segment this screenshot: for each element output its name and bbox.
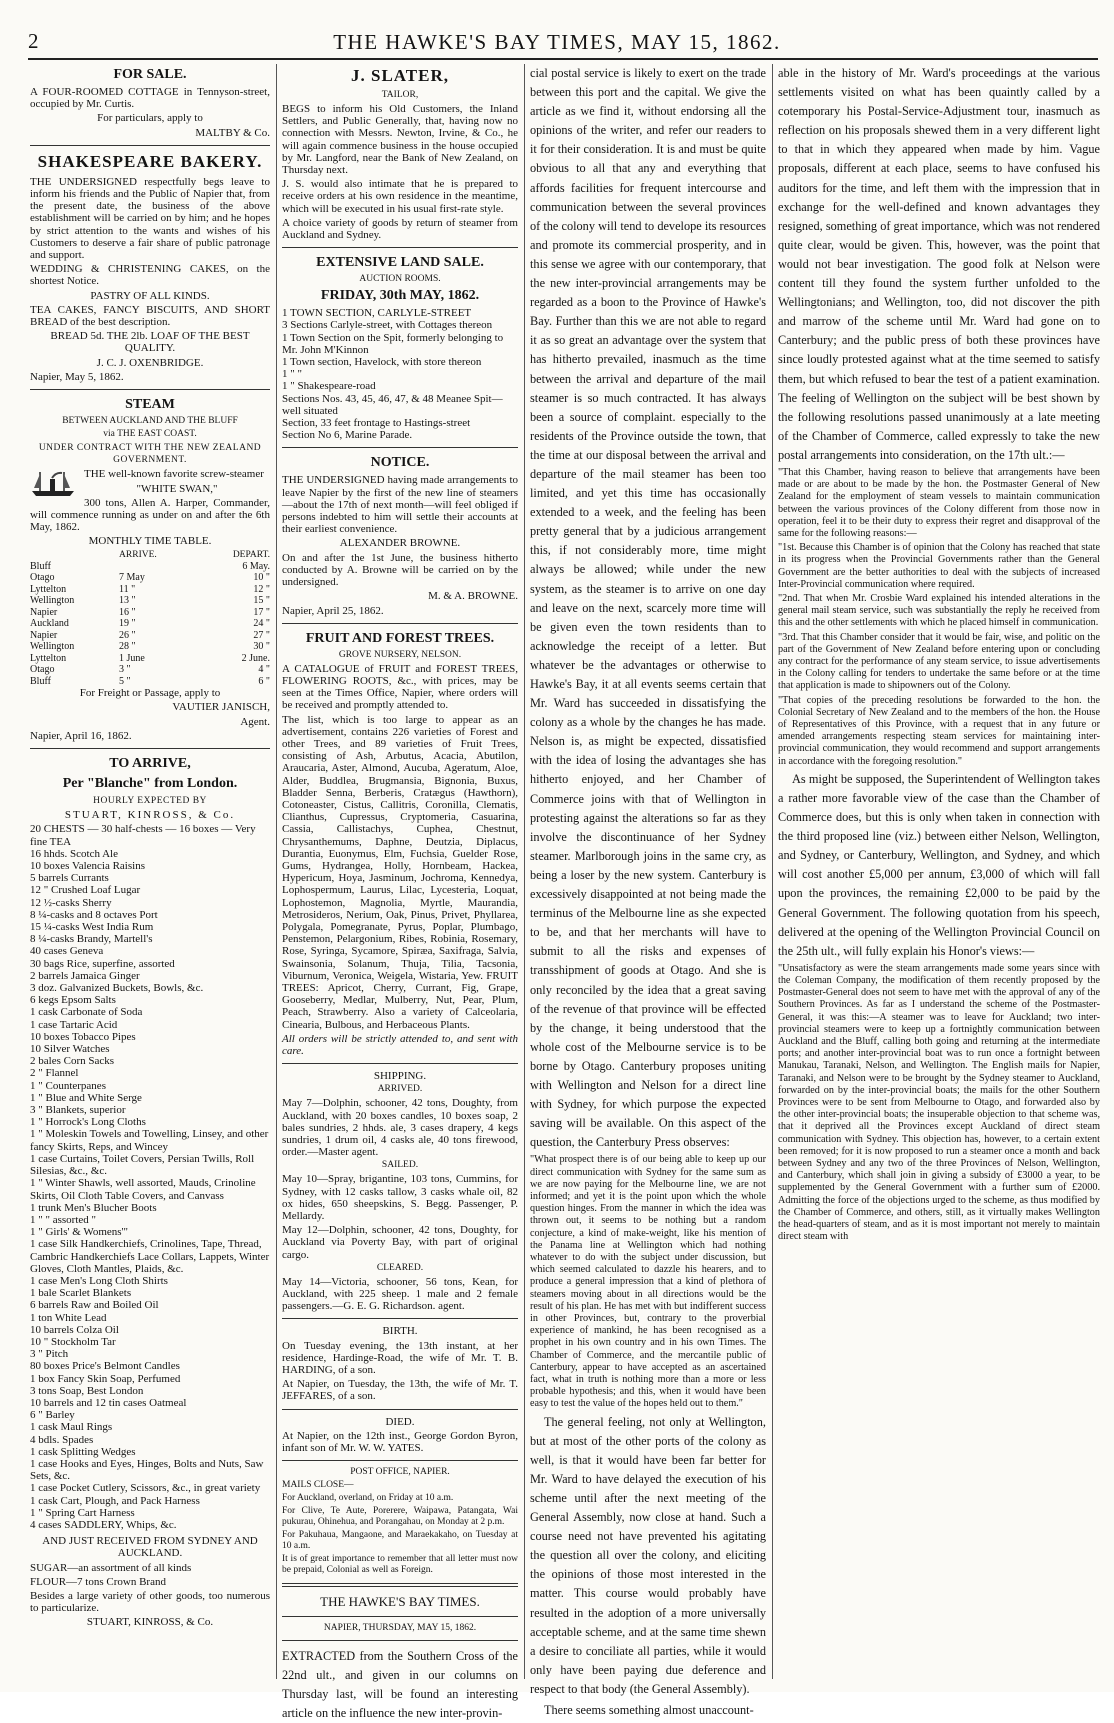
list-item: 1 " Shakespeare-road [282, 380, 376, 393]
list-item: 1 case Silk Handkerchiefs, Crinolines, Tape, Thread, Cambric Handkerchiefs Lace Collars, Lappets, Winter Gloves, Cloth Mantles, Plaids, &c. [30, 1238, 270, 1275]
slater-text: BEGS to inform his Old Customers, the Inland Settlers, and Public Generally, that, having now no connection with Messrs. Newton, Irvine, & Co., he will again commence business in the house occupied by Mr. Langford, near the Bank of New Zealand, on Thursday next. [282, 103, 518, 177]
list-item: 1 case Men's Long Cloth Shirts [30, 1274, 168, 1287]
timetable-port: Lyttelton [30, 652, 67, 664]
steamship-icon [30, 470, 78, 498]
post-entry: For Pakuhaua, Mangaone, and Maraekakaho, on Tuesday at 10 a.m. [282, 1530, 518, 1552]
list-item: 10 boxes Tobacco Pipes [30, 1030, 136, 1043]
timetable-row [30, 664, 270, 676]
list-item: 10 Silver Watches [30, 1043, 110, 1056]
list-item: 1 cask Maul Rings [30, 1421, 113, 1434]
list-item: Section No 6, Marine Parade. [282, 429, 413, 442]
shipping-entry: May 10—Spray, brigantine, 103 tons, Cummins, for Sydney, with 12 casks tallow, 3 casks whale oil, 82 ox hides, 650 sheepskins, S. Begg. Passenger, P. Mellardy. [282, 1173, 518, 1223]
notice-text2: On and after the 1st June, the business hitherto conducted by A. Browne will be carried on by the undersigned. [282, 551, 518, 589]
list-item: 2 barrels Jamaica Ginger [30, 969, 140, 982]
editorial-quote: "That copies of the preceding resolutions be forwarded to the hon. the Colonial Secretary of New Zealand and to the members of the hon. the House of Representatives of this Province, with a request that in any future or amended arrangements respecting steam services for maintaining inter-provincial communication, they would recommend and support arrangements in accordance with the foregoing resolution." [778, 694, 1100, 767]
timetable-depart: 6 May. [242, 560, 270, 572]
list-item: 8 ¼-casks Brandy, Martell's [30, 933, 153, 946]
timetable-arrive: 7 May [119, 572, 145, 584]
timetable-port: Napier [30, 629, 58, 641]
list-item: 1 " Moleskin Towels and Towelling, Linsey, and other fancy Skirts, Reps, and Wincey [30, 1128, 269, 1153]
arrive-hourly: HOURLY EXPECTED BY [93, 796, 207, 806]
notice-date: Napier, April 25, 1862. [282, 604, 384, 617]
list-item: 1 TOWN SECTION, CARLYLE-STREET [282, 307, 472, 320]
list-item: 1 ton White Lead [30, 1311, 107, 1324]
fruit-footer: All orders will be strictly attended to, and sent with care. [282, 1032, 518, 1057]
column-divider [524, 64, 525, 1679]
birth-entry: On Tuesday evening, the 13th instant, at her residence, Hardinge-Road, the wife of Mr. T. B. HARDING, of a son. [282, 1339, 518, 1377]
editorial-paragraph: The general feeling, not only at Wellington, but at most of the other ports of the colony as well, is that it would have been far better for Mr. Ward to have delayed the execution of his scheme until after the next meeting of the General Assembly, now close at hand. Such a course need not have prevented his agitating the question all over the colony, and eliciting the opinions of those most interested in the matter. This course would probably have resulted in the adoption of a more universally acceptable scheme, and at the same time shewn a desire to conciliate all parties, while it would only have been paying due deference and respect to that body (the General Assembly). [530, 1414, 766, 1696]
bakery-date: Napier, May 5, 1862. [30, 370, 124, 383]
steam-via: via THE EAST COAST. [103, 429, 197, 440]
list-item: 10 barrels and 12 tin cases Oatmeal [30, 1396, 187, 1409]
timetable-row [30, 618, 270, 630]
editorial-quote: "Unsatisfactory as were the steam arrangements made some years since with the Coleman Company, the modification of them recently proposed by the Postmaster-General does not seem to have met with the approval of any of the Southern Provinces. As far as I understand the scheme of the Postmaster-General, it was this:—A steamer was to leave for Auckland; two inter-provincial steamers were to keep up a fortnightly communication between Auckland and the Bluff, calling both going and returning at the intermediate ports; and another inter-provincial boat was to run once a fortnight between Manukau, Taranaki, Nelson, and Wellington. The English mails for Napier, Taranaki, and Nelson were to be brought by the Sydney steamer to Auckland, forwarded on by the inter-provincial boats; the mails for the other Southern Provinces were to be sent from Melbourne to Otago, and forwarded also by the other inter-provincial boats; the insuperable objection to that scheme was, that it deprived all the Provinces except Auckland of direct steam communication with Sydney. This objection has, however, to a certain extent been removed; for it is now proposed to run a steamer once a month and back between Sydney and any two of the three Provinces of Nelson, Wellington, and Canterbury, which shall join in giving a subsidy of £3000 a year, to be supplemented by the General Government with a further sum of £2000. Admitting the force of the objections urged to the scheme, as thus modified by the Chamber of Commerce, and others, still, as it virtually makes Wellington the head-quarters of steam, and as it is most important not merely to maintain direct steam with [778, 962, 1100, 1243]
notice-sign2: M. & A. BROWNE. [428, 590, 518, 603]
timetable-depart: 6 " [258, 675, 270, 687]
list-item: 1 case Curtains, Toilet Covers, Persian Twills, Roll Silesias, &c., &c. [30, 1152, 255, 1178]
list-item: 1 cask Splitting Wedges [30, 1445, 136, 1458]
list-item: 3 tons Soap, Best London [30, 1384, 144, 1397]
list-item: 1 " Spring Cart Harness [30, 1506, 135, 1519]
notice-sign: ALEXANDER BROWNE. [339, 537, 461, 550]
list-item: 4 cases SADDLERY, Whips, &c. [30, 1518, 177, 1531]
timetable-depart: 10 " [253, 572, 270, 584]
post-heading: POST OFFICE, NAPIER. [350, 1467, 450, 1478]
list-item: 1 " Counterpanes [30, 1079, 106, 1092]
masthead-title: THE HAWKE'S BAY TIMES, MAY 15, 1862. [333, 30, 781, 54]
list-item: 1 case Hooks and Eyes, Hinges, Bolts and Nuts, Saw Sets, &c. [30, 1457, 264, 1483]
timetable-arrive: 13 " [119, 595, 136, 607]
timetable-port: Auckland [30, 618, 69, 630]
timetable-port: Lyttelton [30, 583, 67, 595]
timetable-arrive: 26 " [119, 629, 136, 641]
divider [30, 145, 270, 146]
list-item: 1 cask Carbonate of Soda [30, 1006, 143, 1019]
bakery-signature: J. C. J. OXENBRIDGE. [96, 356, 204, 369]
for-sale-contact: For particulars, apply to [97, 112, 203, 125]
editorial-quote: "1st. Because this Chamber is of opinion that the Colony has reached that state in its progress when the Provincial Governments rather than the General Government are the better authorities to deal with the subjects of increased Inter-Provincial communication where required. [778, 542, 1100, 590]
editorial-paragraph: able in the history of Mr. Ward's proceedings at the various settlements visited on what has been quaintly called by a cotemporary his Postal-Service-Adjustment tour, inasmuch as reflection on his proposals shewed them in a very different light to that in which they appeared when made by him. Vague proposals, different at each place, seems to have confused his auditors for the time, and left them with the impression that in exchange for the well-defined and known advantages they resigned, something of great importance, which was not rendered quite clear, would be given. This, however, was the point that would not bear investigation. The good folk at Nelson were content till they found the system further unfolded to the Wellingtonians; and Wellington, too, did not discover the pith and marrow of the scheme until Mr. Ward had gone on to Canterbury; and the public press of both these provinces have since loudly protested against what at the time seemed to satisfy them, but which refused to bear the test of a patient examination. The feeling of Wellington on the subject will be best shown by the following resolutions passed unanimously at a late meeting of the Chamber of Commerce, called expressly to take the new postal arrangements into consideration, on the 17th ult.:— [778, 66, 1100, 462]
timetable-port: Napier [30, 606, 58, 618]
timetable-arrive: 11 " [119, 583, 136, 595]
timetable-depart: 12 " [253, 583, 270, 595]
timetable-row [30, 595, 270, 607]
list-item: 1 box Fancy Skin Soap, Perfumed [30, 1372, 181, 1385]
list-item: 10 boxes Valencia Raisins [30, 860, 145, 873]
list-item: 1 trunk Men's Blucher Boots [30, 1201, 157, 1214]
list-item: 1 " Blue and White Serge [30, 1091, 142, 1104]
slater-text2: J. S. would also intimate that he is prepared to receive orders at his own residence in the meantime, which will be executed in his usual first-rate style. [282, 178, 518, 215]
shipping-cleared: CLEARED. [376, 1262, 424, 1273]
divider [282, 447, 518, 448]
fruit-text2: The list, which is too large to appear as an advertisement, contains 226 varieties of Forest and other Trees, and 89 varieties of Fruit Trees, consisting of Ash, Arbutus, Acacia, Abutilon, Araucaria, Aster, Almond, Aucuba, Ageratum, Aloe, Alder, Buddlea, Brugmansia, Bignonia, Buxus, Bladder Senna, Berberis, Cratægus (Hawthorn), Cotoneaster, Cistus, Callitris, Coronilla, Clematis, Clianthus, Cupressus, Cryptomeria, Casuarina, Cassia, Callistachys, Cuphea, Chestnut, Chrysanthemums, Daphne, Deutzia, Diplacus, Durantia, Euonymus, Elm, Fuchsia, Guelder Rose, Gums, Hydrangea, Holly, Hornbeam, Hackea, Hypericum, Hoya, Jasminum, Jochroma, Kennedya, Lophospermum, Laurus, Lilac, Lycesteria, Loquat, Lophostemon, Magnolia, Myrtle, Maurandia, Metrosideros, Nerium, Oak, Pinus, Privet, Phyllarea, Polygala, Pomegranate, Pyrus, Poplar, Plumbago, Penstemon, Pelargonium, Ribes, Robinia, Rosemary, Rose, Syringa, Sycamore, Spiræa, Saxifraga, Salvia, Swainsonia, Solanum, Thuja, Tilia, Tacsonia, Viburnum, Veronica, Weigela, Wistaria, Yew. FRUIT TREES: Apricot, Cherry, Currant, Fig, Grape, Gooseberry, Medlar, Mulberry, Nut, Pear, Plum, Peach, Strawberry. Also a variety of Calceolaria, Cinearia, Bulbous, and Herbaceous Plants. [282, 713, 518, 1031]
editorial-quote: "That this Chamber, having reason to believe that arrangements have been made or are about to be made by the hon. the Postmaster General of New Zealand for the employment of steam vessels to maintain communication between the various provinces of the Colony different from those now in operation, feel it to be their duty to express their regret and disapproval of the same for the following reasons:— [778, 466, 1100, 539]
list-item: 1 Town Section on the Spit, formerly belonging to Mr. John M'Kinnon [282, 331, 504, 356]
list-item: 20 CHESTS — 30 half-chests — 16 boxes — Very fine TEA [30, 823, 256, 848]
for-sale-heading: FOR SALE. [113, 67, 187, 82]
arrive-also: AND JUST RECEIVED FROM SYDNEY AND AUCKLAND. [42, 1535, 258, 1560]
freight-agent-title: Agent. [240, 715, 270, 728]
list-item: 16 hhds. Scotch Ale [30, 847, 118, 860]
list-item: 1 case Pocket Cutlery, Scissors, &c., in great variety [30, 1482, 261, 1495]
shipping-entry: May 7—Dolphin, schooner, 42 tons, Doughty, from Auckland, with 20 boxes candles, 10 boxes soap, 2 bales sundries, 2 hhds. ale, 3 cases drapery, 4 kegs sundries, 1 drum oil, 4 casks ale, 40 tons firewood, order.—Master agent. [282, 1097, 518, 1159]
arrive-sign: STUART, KINROSS, & Co. [86, 1616, 214, 1629]
steam-text2: 300 tons, Allen A. Harper, Commander, will commence running as under on and after the 6th May, 1862. [30, 496, 270, 534]
slater-text3: A choice variety of goods by return of steamer from Auckland and Sydney. [282, 216, 518, 242]
timetable-row [30, 653, 270, 665]
post-note: It is of great importance to remember that all letter must now be prepaid, Colonial as well as Foreign. [282, 1554, 518, 1576]
editorial-text: EXTRACTED from the Southern Cross of the 22nd ult., and given in our columns on Thursday last, will be found an interesting article on the influence the new inter-provin- [282, 1649, 518, 1721]
divider [282, 1409, 518, 1410]
bakery-line: TEA CAKES, FANCY BISCUITS, AND SHORT BREAD of the best description. [30, 303, 270, 329]
timetable-port: Bluff [30, 560, 51, 572]
land-sub: AUCTION ROOMS. [359, 274, 441, 285]
page-number: 2 [28, 29, 39, 53]
list-item: Section, 33 feet frontage to Hastings-street [282, 417, 471, 430]
list-item: 2 " Flannel [30, 1067, 79, 1080]
list-item: 10 " Stockholm Tar [30, 1335, 116, 1348]
list-item: 12 " Crushed Loaf Lugar [30, 884, 141, 897]
timetable-depart: 4 " [258, 664, 270, 676]
editorial-dateline: NAPIER, THURSDAY, MAY 15, 1862. [323, 1623, 477, 1634]
bakery-heading: SHAKESPEARE BAKERY. [37, 151, 263, 171]
divider [30, 389, 270, 390]
column-1 [30, 64, 270, 1679]
editorial-quote: "2nd. That when Mr. Crosbie Ward explained his intended alterations in the general mail steam service, such was substantially the reply he received from this and the other settlements with which he placed himself in communication. [778, 593, 1100, 629]
timetable-port: Wellington [30, 641, 75, 653]
list-item: 80 boxes Price's Belmont Candles [30, 1360, 180, 1373]
list-item: 1 " " assorted " [30, 1213, 97, 1226]
arrive-sugar: SUGAR—an assortment of all kinds [30, 1561, 192, 1574]
list-item: 1 bale Scarlet Blankets [30, 1287, 132, 1300]
list-item: 30 bags Rice, superfine, assorted [30, 957, 175, 970]
bakery-line: WEDDING & CHRISTENING CAKES, on the shortest Notice. [30, 263, 270, 288]
list-item: 40 cases Geneva [30, 945, 104, 958]
arrive-firm: STUART, KINROSS, & Co. [64, 809, 236, 822]
timetable-port: Wellington [30, 595, 75, 607]
list-item: 6 barrels Raw and Boiled Oil [30, 1299, 159, 1312]
list-item: 3 doz. Galvanized Buckets, Bowls, &c. [30, 982, 204, 995]
list-item: Sections Nos. 43, 45, 46, 47, & 48 Meanee Spit—well situated [282, 392, 503, 417]
steam-contract: UNDER CONTRACT WITH THE NEW ZEALAND GOVERNMENT. [38, 443, 262, 466]
list-item: 3 " Blankets, superior [30, 1104, 126, 1117]
shipping-entry: May 12—Dolphin, schooner, 42 tons, Doughty, for Auckland via Poverty Bay, with part of original cargo. [282, 1224, 518, 1261]
timetable-arrive [119, 561, 195, 573]
list-item: 12 ½-casks Sherry [30, 896, 112, 909]
arrive-flour: FLOUR—7 tons Crown Brand [30, 1575, 166, 1588]
timetable-row [30, 607, 270, 619]
timetable-row [30, 572, 270, 584]
timetable-row [30, 641, 270, 653]
fruit-heading: FRUIT AND FOREST TREES. [305, 630, 495, 646]
timetable-arrive: 3 " [119, 664, 131, 676]
fruit-sub: GROVE NURSERY, NELSON. [338, 649, 462, 660]
column-divider [276, 64, 277, 1679]
post-entry: For Clive, Te Aute, Porerere, Waipawa, Patangata, Wai pukurau, Ohinehua, and Porangahau, on Monday at 2 p.m. [282, 1506, 518, 1528]
timetable-arrive: 28 " [119, 641, 136, 653]
fruit-text: A CATALOGUE of FRUIT and FOREST TREES, FLOWERING ROOTS, &c., with prices, may be seen at the Times Office, Napier, where orders will be received and promptly attended to. [282, 662, 518, 712]
slater-heading: J. SLATER, [350, 66, 449, 85]
timetable [30, 550, 270, 688]
post-entry: For Auckland, overland, on Friday at 10 a.m. [282, 1493, 454, 1504]
timetable-depart: 30 " [253, 641, 270, 653]
divider [282, 1063, 518, 1064]
arrive-besides: Besides a large variety of other goods, too numerous to particularize. [30, 1590, 270, 1615]
divider [30, 748, 270, 749]
steam-text: THE well-known favorite screw-steamer [84, 468, 264, 481]
land-date: FRIDAY, 30th MAY, 1862. [320, 288, 480, 304]
for-sale-text: A FOUR-ROOMED COTTAGE in Tennyson-street, occupied by Mr. Curtis. [30, 86, 270, 111]
timetable-depart: 27 " [253, 629, 270, 641]
list-item: 8 ¼-casks and 8 octaves Port [30, 908, 158, 921]
slater-trade: TAILOR, [381, 90, 419, 100]
land-heading: EXTENSIVE LAND SALE. [316, 255, 484, 271]
arrive-heading2: Per "Blanche" from London. [62, 776, 238, 791]
list-item: 1 Town section, Havelock, with store thereon [282, 356, 482, 369]
list-item: 5 barrels Currants [30, 872, 109, 885]
steam-date: Napier, April 16, 1862. [30, 729, 132, 742]
birth-heading: BIRTH. [382, 1325, 418, 1338]
timetable-title: MONTHLY TIME TABLE. [88, 535, 212, 548]
list-item: 1 case Tartaric Acid [30, 1018, 118, 1031]
for-sale-agent: MALTBY & Co. [195, 126, 270, 139]
list-item: 4 bdls. Spades [30, 1433, 94, 1446]
column-3 [530, 64, 766, 1718]
list-item: 6 kegs Epsom Salts [30, 994, 116, 1007]
column-divider [772, 64, 773, 1679]
post-mails: MAILS CLOSE— [282, 1480, 354, 1491]
list-item: 2 bales Corn Sacks [30, 1055, 115, 1068]
timetable-depart: 15 " [253, 595, 270, 607]
land-list [282, 307, 518, 441]
timetable-port: Otago [30, 572, 55, 584]
shipping-heading: SHIPPING. [373, 1070, 427, 1083]
freight-text: For Freight or Passage, apply to [79, 687, 221, 700]
timetable-port: Otago [30, 664, 55, 676]
freight-agent: VAUTIER JANISCH, [172, 701, 270, 714]
timetable-arrive: 5 " [119, 675, 131, 687]
list-item: 1 " Girls' & Womens'" [30, 1226, 129, 1239]
shipping-sailed: SAILED. [381, 1160, 419, 1171]
timetable-arrive: 16 " [119, 606, 136, 618]
bakery-text: THE UNDERSIGNED respectfully begs leave to inform his friends and the Public of Napier that, from the present date, the business of the above establishment will be carried on by him; and he hopes by strict attention to the wants and wishes of his Customers to deserve a fair share of public patronage and support. [30, 175, 270, 262]
timetable-row [30, 561, 270, 573]
divider [282, 1583, 518, 1587]
editorial-paragraph: cial postal service is likely to exert on the trade between this port and the capital. We give the article as we find it, without endorsing all the opinions of the writer, and refer our readers to it for their consideration. It is and must be quite obvious to all that any and everything that affords facilities for frequent intercourse and communication between the several provinces of the colony will tend to develope its resources and promote its commercial prosperity, and in this sense we agree with our contemporary, that the new inter-provincial arrangements may be regarded as a boon to the Province of Hawke's Bay. Further than this we are not able to regard it as so great an advantage over the system that has hitherto prevailed, inasmuch as the time between the arrival and departure of the mail steamer is so much contracted. It has always been a source of complaint. especially to the residents of the Province outside the town, that the time at our disposal between the arrival and departure of the mail steamer has been too limited, and yet this time has occasionally extended to a week, and the feeling has been pretty general that by a judicious arrangement this, if not considerably more, time might always be allowed; while under the new system, as the steamer is to arrive on one day and leave on the next, scarcely more time will be given even the town residents than to acknowledge the receipt of a letter. But whatever be the advantages or otherwise to Hawke's Bay, it at all events seems certain that Mr. Ward has succeeded in dissatisfying the colony as a whole by the changes he has made. Nelson is, as might be expected, dissatisfied with the idea of losing the advantages she has hitherto enjoyed, and her Chamber of Commerce joins with that of Wellington in protesting against the alterations so far as they involve the discontinuance of her Sydney steamer. Marlborough joins in the same cry, as being a loser by the new system. Canterbury is excessively disappointed at not being made the terminus of the Melbourne line as she expected to be, and that her merchants will have to submit to all the risks and expenses of transshipment of goods at Otago. And she is only reconciled by the idea that a great saving of the revenue of that province will be effected by the change, it being understood that the whole cost of the Melbourne service is to be borne by Otago. Canterbury proposes uniting with Wellington and Nelson for a direct line with Sydney, for which purpose the expected saving will be available. On this aspect of the question, the Canterbury Press observes: [530, 66, 766, 1150]
timetable-row [30, 630, 270, 642]
list-item: 10 barrels Colza Oil [30, 1323, 119, 1336]
bakery-line: PASTRY OF ALL KINDS. [90, 289, 210, 302]
column-2 [282, 64, 518, 1721]
editorial-paper: THE HAWKE'S BAY TIMES. [320, 1594, 480, 1610]
list-item: 1 " Winter Shawls, well assorted, Mauds, Crinoline Skirts, Oil Cloth Table Covers, and Canvass [30, 1177, 256, 1202]
list-item: 1 cask Cart, Plough, and Pack Harness [30, 1494, 200, 1507]
timetable-port: Bluff [30, 675, 51, 687]
list-item: 1 " Horrock's Long Cloths [30, 1116, 146, 1129]
steam-ship-name: "WHITE SWAN," [136, 482, 218, 495]
list-item: 6 " Barley [30, 1409, 75, 1422]
list-item: 3 Sections Carlyle-street, with Cottages thereon [282, 319, 493, 332]
divider [282, 1616, 518, 1617]
notice-text: THE UNDERSIGNED having made arrangements to leave Napier by the first of the new line of steamers—about the 17th of next month—will feel obliged if persons indebted to him will settle their accounts at their earliest convenience. [282, 474, 518, 536]
divider [282, 1460, 518, 1461]
divider [282, 1640, 518, 1641]
divider [282, 247, 518, 248]
arrive-heading: TO ARRIVE, [109, 756, 191, 771]
shipping-arrived: ARRIVED. [377, 1084, 423, 1095]
timetable-arrive: 19 " [119, 618, 136, 630]
column-4 [778, 64, 1100, 1679]
notice-heading: NOTICE. [370, 455, 430, 471]
steam-sub: BETWEEN AUCKLAND AND THE BLUFF [62, 416, 238, 427]
col-depart: DEPART. [232, 549, 270, 560]
timetable-depart: 2 June. [241, 652, 270, 664]
masthead-rule [28, 58, 1098, 60]
died-heading: DIED. [385, 1415, 415, 1428]
timetable-depart: 24 " [253, 618, 270, 630]
timetable-depart: 17 " [253, 606, 270, 618]
col-arrive: ARRIVE. [119, 549, 157, 560]
list-item: 15 ¼-casks West India Rum [30, 921, 154, 934]
editorial-paragraph: As might be supposed, the Superintendent of Wellington takes a rather more favorable view of the case than the Chamber of Commerce does, but this is only when taken in connection with the third proposed line (viz.) between either Nelson, Wellington, and Sydney, or Canterbury, Wellington, and Sydney, and which will cost another £5,000 per annum, £3,000 of which will fall upon the provinces, the remaining £2,000 to be paid by the General Government. The following quotation from his speech, delivered at the opening of the Wellington Provincial Council on the 25th ult., will fully explain his Honor's views:— [778, 771, 1100, 958]
divider [282, 1318, 518, 1319]
list-item: 1 " " [282, 368, 302, 381]
timetable-row [30, 676, 270, 688]
divider [282, 623, 518, 624]
editorial-paragraph: There seems something almost unaccount- [544, 1703, 754, 1718]
birth-entry: At Napier, on Tuesday, the 13th, the wife of Mr. T. JEFFARES, of a son. [282, 1378, 518, 1403]
editorial-quote: "3rd. That this Chamber consider that it would be fair, wise, and politic on the part of the Government of New Zealand before entering upon or concluding any contract for the performance of any steam service, to issue advertisements in the Colony calling for tenders to undertake the same before or at the time that application is made to shipowners out of the Colony. [778, 631, 1100, 692]
editorial-quote: "What prospect there is of our being able to keep up our direct communication with Sydney for the same sum as we are now paying for the Melbourne line, we are not informed; and yet it is the point upon which the whole question hinges. From the manner in which the idea was thrown out, it seems to be nothing but a random conjecture, a kind of make-weight, like his mention of the Panama line at Wellington which had nothing whatever to do with the subject under discussion, but which seemed calculated to dazzle his hearers, and to produce a general impression that a kind of plethora of steamers moving about in all directions would be the result of his plan. He has met with but indifferent success in other Provinces, but, contrary to the proverbial experience of mankind, he has been recognised as a prophet in his own country and in his own Times. The Chamber of Commerce, and the mercantile public of Canterbury, appear to have accepted as an ascertained fact, what in truth is nothing more than a more or less probable hypothesis; and this, when it would have been easy to test the value of the hopes held out to them." [530, 1154, 766, 1410]
shipping-entry: May 14—Victoria, schooner, 56 tons, Kean, for Auckland, with 225 sheep. 1 male and 2 female passengers.—G. E. G. Richardson. agent. [282, 1275, 518, 1313]
goods-list [30, 823, 270, 1531]
died-entry: At Napier, on the 12th inst., George Gordon Byron, infant son of Mr. W. W. YATES. [282, 1429, 518, 1455]
timetable-row [30, 584, 270, 596]
steam-heading: STEAM [125, 397, 175, 413]
timetable-arrive: 1 June [119, 652, 145, 664]
bakery-line: BREAD 5d. THE 2lb. LOAF OF THE BEST QUALITY. [50, 330, 250, 355]
list-item: 3 " Pitch [30, 1348, 69, 1361]
